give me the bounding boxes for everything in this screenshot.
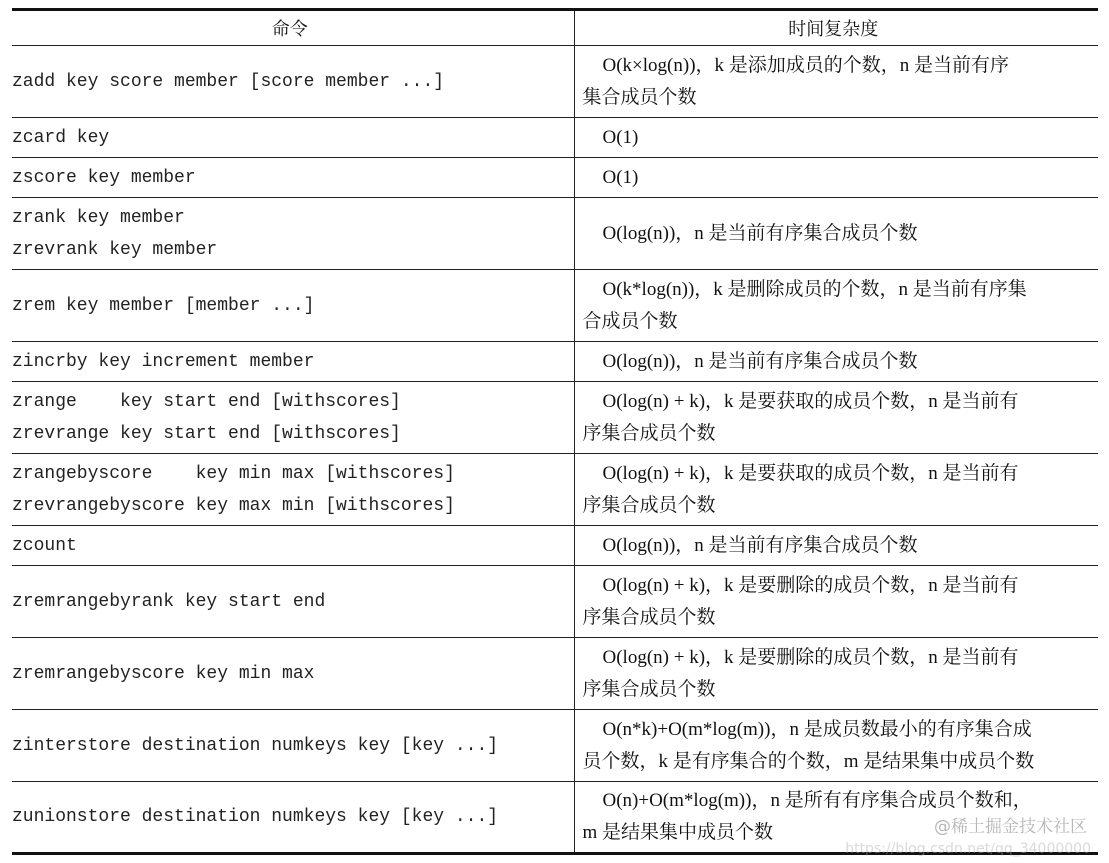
command-text: zinterstore destination numkeys key [key ...] [12, 735, 499, 756]
command-text: zremrangebyscore key min max [12, 663, 315, 684]
command-text: zremrangebyrank key start end [12, 591, 326, 612]
command-text: zcard key [12, 127, 110, 148]
table-row [12, 270, 1098, 342]
complexity-text: O(log(n))，n 是当前有序集合成员个数 [602, 350, 918, 372]
command-cell [12, 118, 574, 158]
complexity-text: m 是结果集中成员个数 [582, 822, 774, 843]
command-text: zrank key member [12, 207, 185, 228]
table-row [12, 118, 1098, 158]
command-cell [12, 158, 574, 198]
complexity-text: O(log(n) + k)，k 是要删除的成员个数，n 是当前有 [602, 574, 1019, 596]
command-cell [12, 566, 574, 638]
command-text: zrange key start end [withscores] [12, 391, 401, 412]
complexity-cell [574, 46, 1098, 118]
table-row [12, 382, 1098, 454]
command-cell [12, 270, 574, 342]
command-cell [12, 454, 574, 526]
command-text: zrevrangebyscore key max min [withscores] [12, 495, 455, 516]
complexity-cell [574, 118, 1098, 158]
complexity-cell [574, 566, 1098, 638]
command-text: zrevrange key start end [withscores] [12, 423, 401, 444]
command-cell [12, 638, 574, 710]
complexity-table-container [12, 8, 1098, 855]
command-text: zrem key member [member ...] [12, 295, 315, 316]
juejin-watermark: @稀土掘金技术社区 [934, 817, 1087, 837]
complexity-text: O(log(n) + k)，k 是要获取的成员个数，n 是当前有 [602, 390, 1019, 412]
csdn-url-watermark: https://blog.csdn.net/qq_34000000 [845, 841, 1091, 857]
complexity-cell [574, 454, 1098, 526]
complexity-text: O(n)+O(m*log(m))，n 是所有有序集合成员个数和， [602, 790, 1032, 811]
complexity-text: 集合成员个数 [582, 86, 697, 108]
complexity-text: 合成员个数 [582, 310, 678, 332]
complexity-text: O(log(n))，n 是当前有序集合成员个数 [602, 534, 918, 556]
command-text: zrangebyscore key min max [withscores] [12, 463, 455, 484]
command-text: zunionstore destination numkeys key [key ...] [12, 807, 499, 827]
command-cell [12, 198, 574, 270]
complexity-text: 序集合成员个数 [582, 494, 716, 516]
complexity-cell [574, 710, 1098, 782]
complexity-cell [574, 342, 1098, 382]
table-header-row [12, 10, 1098, 46]
table-row [12, 198, 1098, 270]
complexity-text: O(k×log(n))，k 是添加成员的个数，n 是当前有序 [602, 54, 1010, 76]
header-complexity: 时间复杂度 [574, 10, 1098, 46]
complexity-text: 序集合成员个数 [582, 422, 716, 444]
complexity-text: O(n*k)+O(m*log(m))，n 是成员数最小的有序集合成 [602, 718, 1032, 740]
complexity-text: 序集合成员个数 [582, 678, 716, 700]
table-row [12, 158, 1098, 198]
complexity-text: O(log(n))，n 是当前有序集合成员个数 [602, 222, 918, 244]
complexity-text: 员个数，k 是有序集合的个数，m 是结果集中成员个数 [582, 750, 1035, 772]
complexity-cell [574, 382, 1098, 454]
command-text: zcount [12, 535, 77, 556]
command-cell [12, 46, 574, 118]
table-row [12, 46, 1098, 118]
complexity-cell [574, 198, 1098, 270]
redis-zset-complexity-table [12, 8, 1098, 855]
complexity-text: O(log(n) + k)，k 是要删除的成员个数，n 是当前有 [602, 646, 1019, 668]
complexity-text: O(log(n) + k)，k 是要获取的成员个数，n 是当前有 [602, 462, 1019, 484]
table-row [12, 710, 1098, 782]
command-text: zincrby key increment member [12, 351, 315, 372]
command-cell [12, 526, 574, 566]
complexity-cell [574, 526, 1098, 566]
command-text: zrevrank key member [12, 239, 218, 260]
complexity-cell [574, 270, 1098, 342]
command-cell [12, 782, 574, 854]
complexity-text: O(k*log(n))，k 是删除成员的个数，n 是当前有序集 [602, 278, 1027, 300]
command-cell [12, 382, 574, 454]
table-row [12, 454, 1098, 526]
complexity-text: O(1) [602, 126, 639, 148]
command-cell [12, 342, 574, 382]
header-command: 命令 [12, 10, 574, 46]
table-row [12, 566, 1098, 638]
table-row [12, 342, 1098, 382]
command-text: zscore key member [12, 167, 196, 188]
complexity-text: O(1) [602, 166, 639, 188]
complexity-text: 序集合成员个数 [582, 606, 716, 628]
complexity-cell [574, 158, 1098, 198]
command-cell [12, 710, 574, 782]
table-row [12, 638, 1098, 710]
table-row [12, 526, 1098, 566]
command-text: zadd key score member [score member ...] [12, 71, 445, 92]
complexity-cell [574, 638, 1098, 710]
